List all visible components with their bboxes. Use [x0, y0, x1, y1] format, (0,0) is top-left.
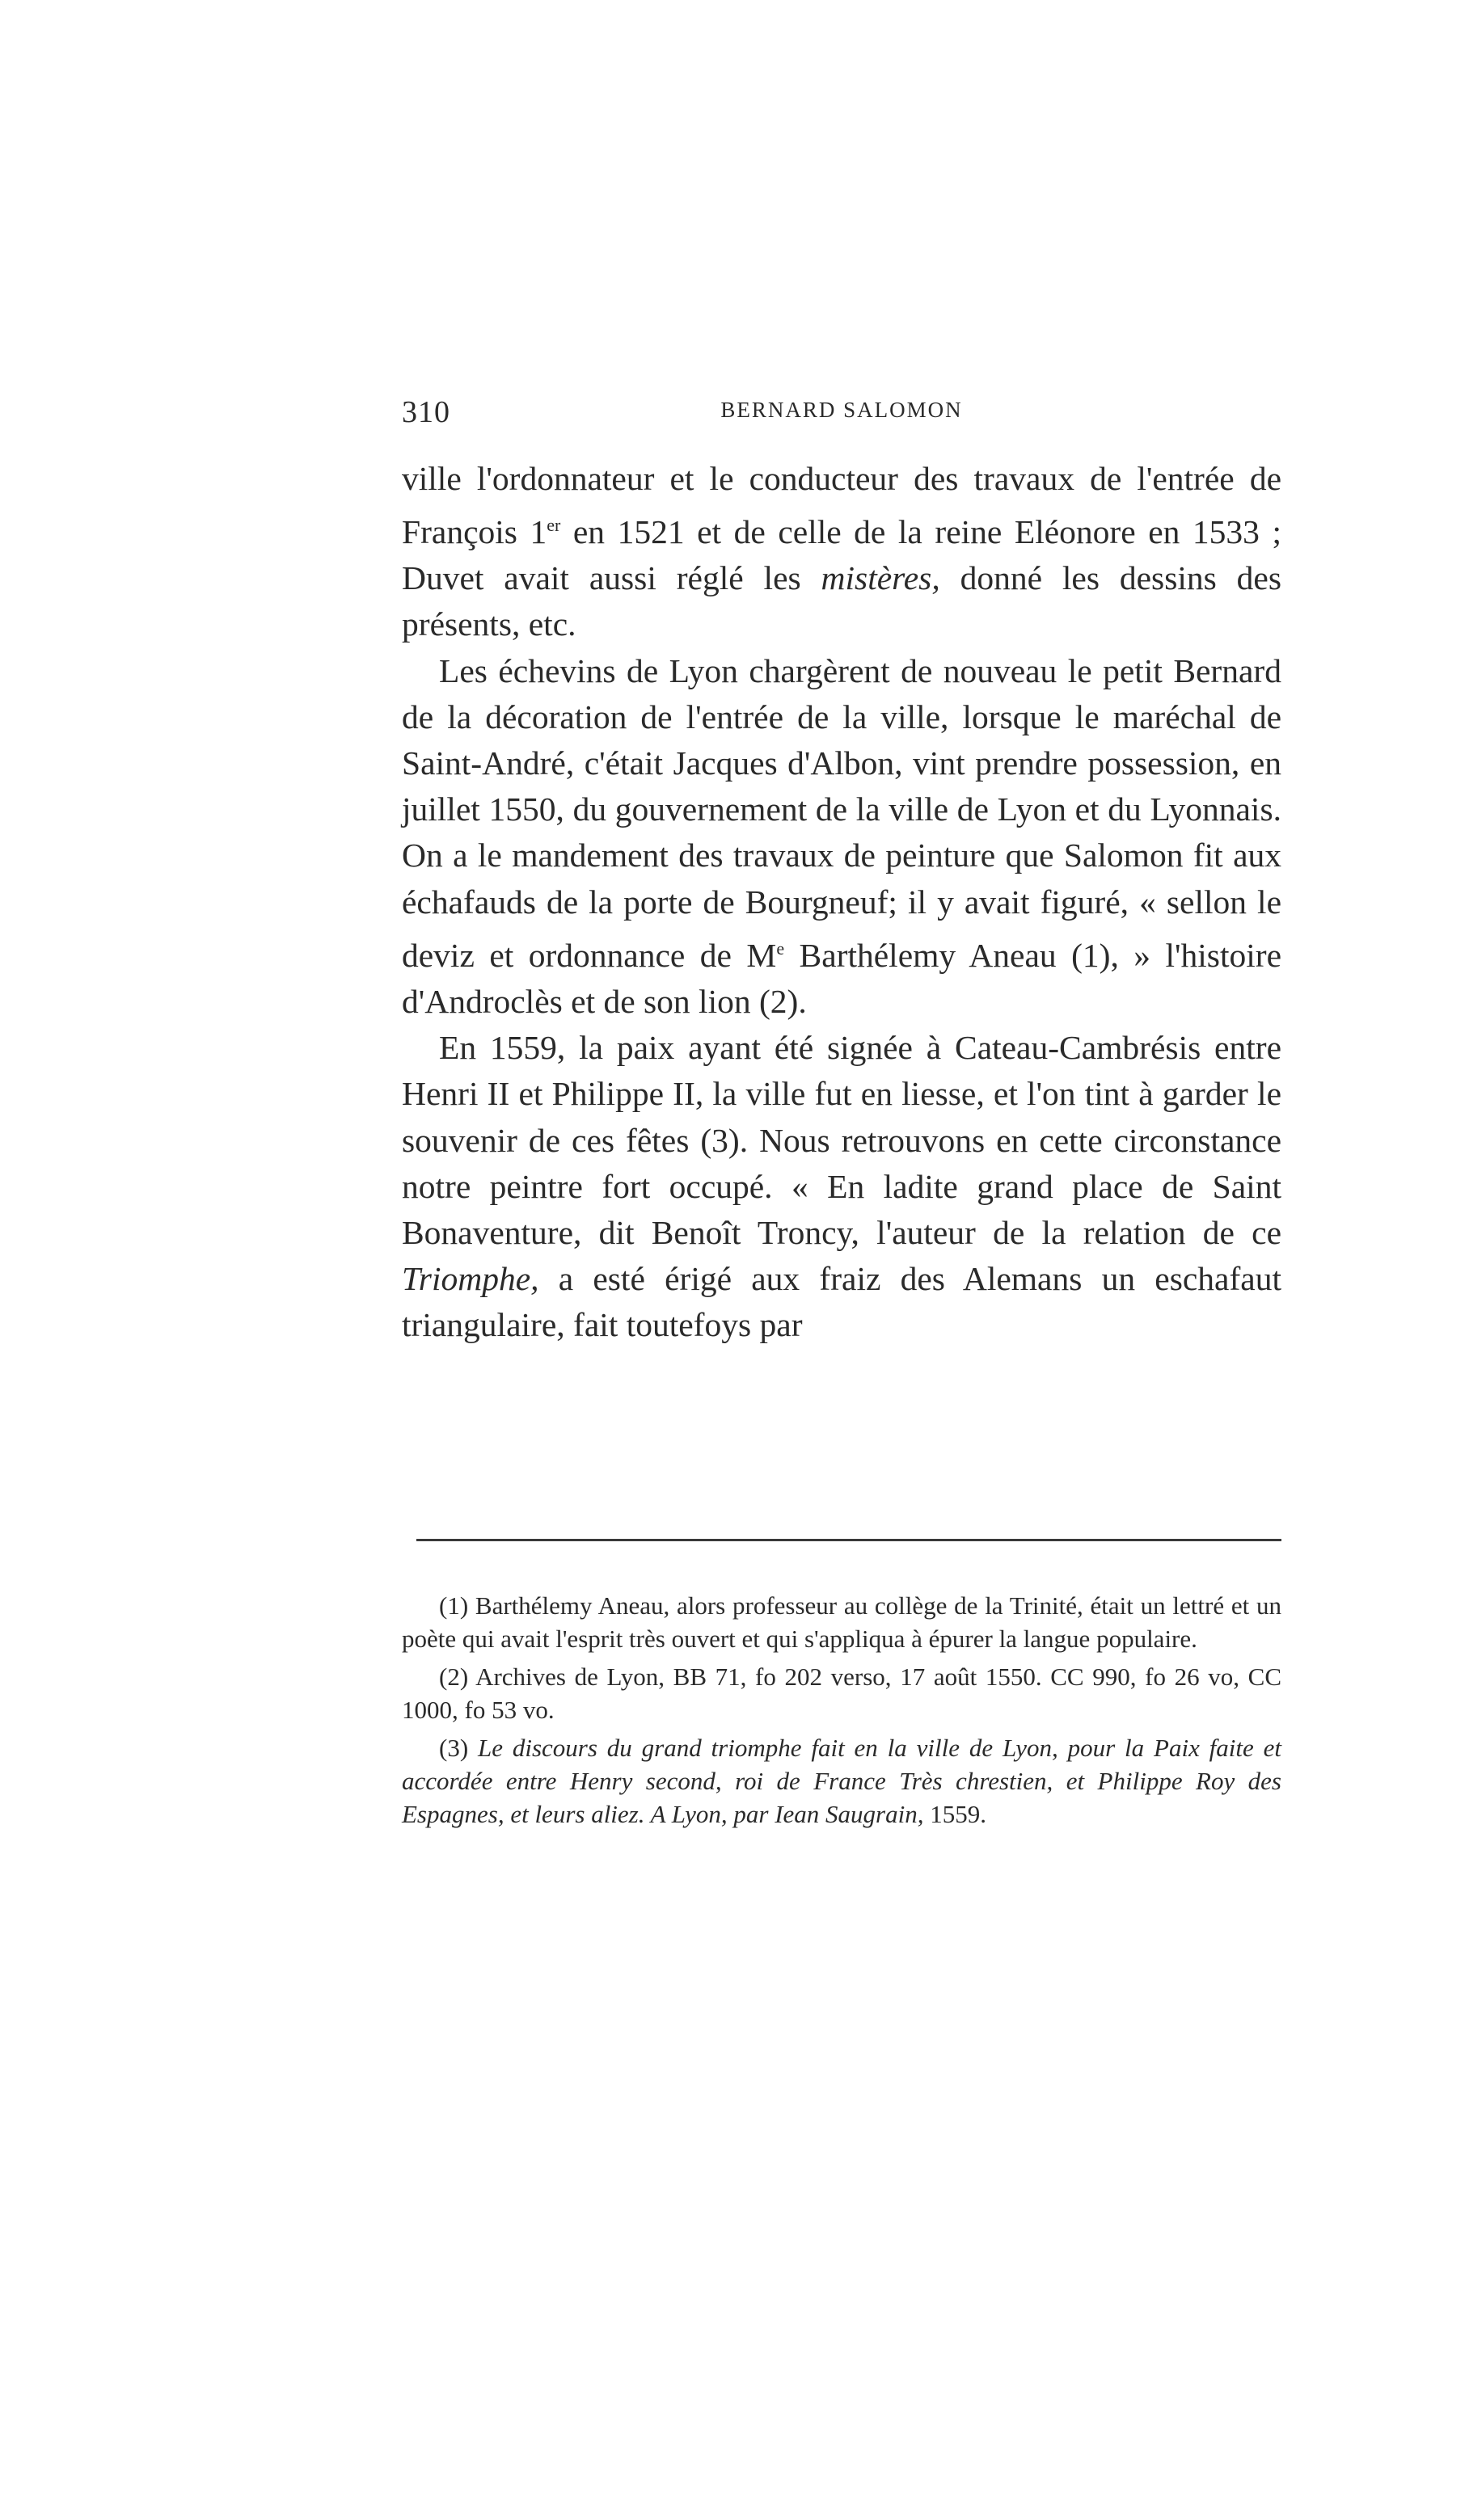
paragraph-2	[402, 648, 1281, 1025]
paragraph-1-text-b: en 1521 et de celle de la reine Eléonore en 1533 ; Duvet avait aussi réglé les	[402, 513, 1282, 597]
footnote-2: (2) Archives de Lyon, BB 71, fo 202 verso, 17 août 1550. CC 990, fo 26 vo, CC 1000, fo 53 vo.	[402, 1662, 1281, 1724]
paragraph-3-text-b: a esté érigé aux fraiz des Alemans un eschafaut triangulaire, fait toutefoys par	[402, 1260, 1281, 1344]
footnotes	[402, 1589, 1281, 1835]
footnote-1: (1) Barthélemy Aneau, alors professeur au collège de la Trinité, était un lettré et un poète qui avait l'esprit très ouvert et qui s'appliqua à épurer la langue populaire.	[402, 1591, 1281, 1653]
paragraph-1-text-a: ville l'ordonnateur et le conducteur des travaux de l'entrée de François 1	[402, 460, 1281, 551]
paragraph-1	[402, 456, 1281, 648]
main-text	[402, 456, 1281, 1349]
running-title: BERNARD SALOMON	[720, 398, 963, 422]
footnote-3-year: 1559.	[923, 1800, 986, 1828]
paragraph-3	[402, 1025, 1281, 1348]
footnote-3-title: Le discours du grand triomphe fait en la ville de Lyon, pour la Paix faite et accordée entre Henry second, roi de France Très chrestien, et Philippe Roy des Espagnes, et leurs aliez. A Lyon, par Iean Saugrain,	[402, 1734, 1282, 1828]
paragraph-3-text-a: En 1559, la paix ayant été signée à Cateau-Cambrésis entre Henri II et Philippe II, la ville fut en liesse, et l'on tint à garder le souvenir de ces fêtes (3). Nous retrouvons en cette circonstance notre peintre fort occupé. « En ladite grand place de Saint Bonaventure, dit Benoît Troncy, l'auteur de la relation de ce	[402, 1029, 1281, 1251]
superscript: er	[547, 515, 561, 536]
italic-title: Triomphe,	[402, 1260, 539, 1298]
paragraph-1-text-c: donné les dessins des présents, etc.	[402, 559, 1281, 643]
footnote-3	[402, 1731, 1281, 1831]
paragraph-2-text-b: Barthélemy Aneau (1), » l'histoire d'Androclès et de son lion (2).	[402, 936, 1281, 1020]
italic-term: mistères,	[821, 559, 940, 597]
superscript: e	[776, 938, 785, 959]
running-header	[402, 394, 1281, 435]
page-number: 310	[402, 395, 450, 429]
footnote-3-number: (3)	[439, 1734, 479, 1762]
footnote-rule	[416, 1539, 1281, 1541]
paragraph-2-text-a: Les échevins de Lyon chargèrent de nouveau le petit Bernard de la décoration de l'entrée de la ville, lorsque le maréchal de Saint-André, c'était Jacques d'Albon, vint prendre possession, en juillet 1550, du gouvernement de la ville de Lyon et du Lyonnais. On a le mandement des travaux de peinture que Salomon fit aux échafauds de la porte de Bourgneuf; il y avait figuré, « sellon le deviz et ordonnance de M	[402, 651, 1281, 974]
